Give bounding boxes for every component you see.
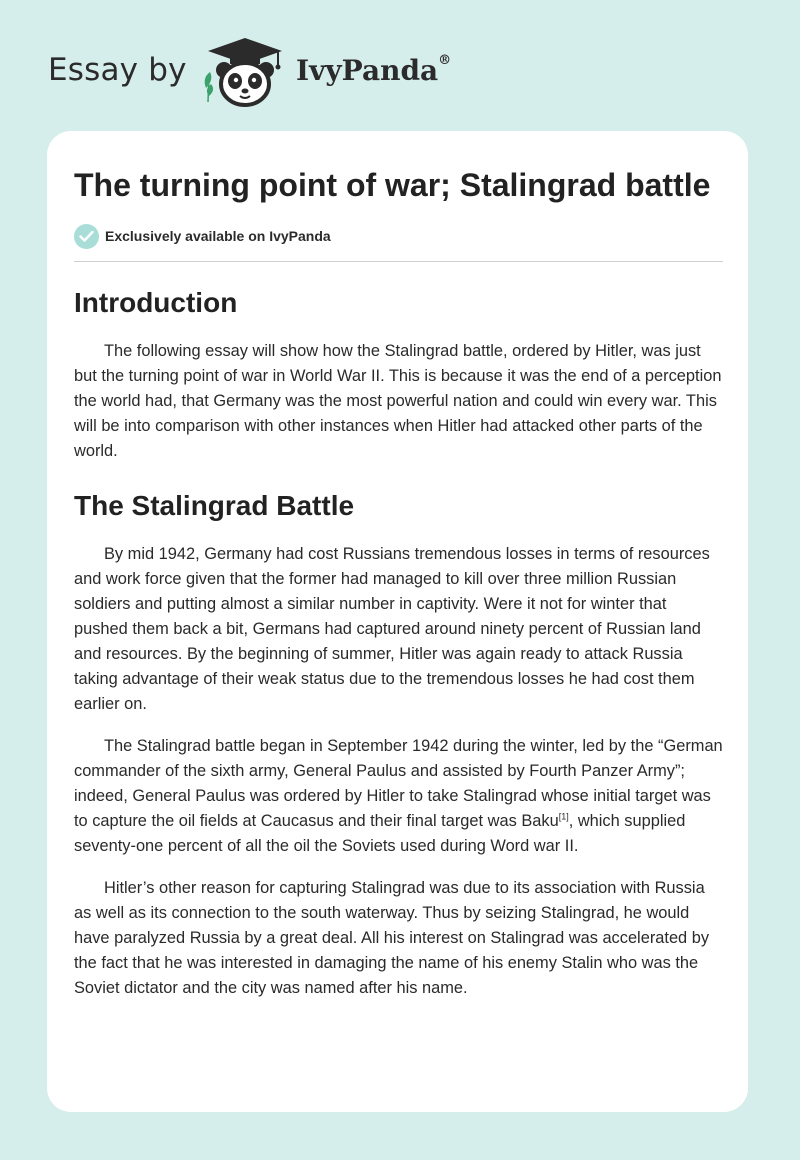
paragraph: The Stalingrad battle began in September 1942 during the winter, led by the “German commander of the sixth army, General Paulus and assisted by Fourth Panzer Army”; indeed, General Paulus was ordered by Hitler to take Stalingrad whose initial target was to capture the oil fields at Caucasus and their final target was Baku[1], which supplied seventy-one percent of all the oil the Soviets used during Word war II. (74, 737, 723, 855)
paragraph: By mid 1942, Germany had cost Russians tremendous losses in terms of resources and work force given that the former had managed to kill over three million Russian soldiers and putting almost a similar number in captivity. Were it not for winter that pushed them back a bit, Germans had captured around ninety percent of Russian land and resources. By the beginning of summer, Hitler was again ready to attack Russia taking advantage of their weak status due to the tremendous losses he had cost them earlier on. (74, 545, 710, 713)
section-heading-introduction: Introduction (74, 287, 238, 318)
divider (74, 261, 723, 262)
brand-name[interactable]: IvyPanda® (296, 52, 452, 87)
site-header (48, 34, 508, 110)
registered-mark: ® (438, 52, 452, 68)
essay-title: The turning point of war; Stalingrad battle (74, 167, 711, 203)
exclusive-label: Exclusively available on IvyPanda (105, 228, 331, 244)
essay-card (47, 131, 748, 1112)
essay-content (74, 165, 724, 1001)
paragraph: The following essay will show how the Stalingrad battle, ordered by Hitler, was just but the turning point of war in World War II. This is because it was the end of a perception the world had, that Germany was the most powerful nation and could win every war. This will be into comparison with other instances when Hitler had attacked other parts of the world. (74, 342, 722, 460)
ivypanda-logo-icon[interactable] (200, 34, 290, 110)
check-circle-icon (74, 224, 99, 249)
section-heading-stalingrad-battle: The Stalingrad Battle (74, 490, 355, 521)
essay-by-label: Essay by (48, 52, 187, 88)
exclusive-badge (74, 223, 724, 249)
paragraph: Hitler’s other reason for capturing Stalingrad was due to its association with Russia as well as its connection to the south waterway. Thus by seizing Stalingrad, he would have paralyzed Russia by a great deal. All his interest on Stalingrad was accelerated by the fact that he was interested in damaging the name of his enemy Stalin who was the Soviet dictator and the city was named after his name. (74, 879, 710, 997)
footnote-link[interactable]: [1] (558, 811, 569, 822)
